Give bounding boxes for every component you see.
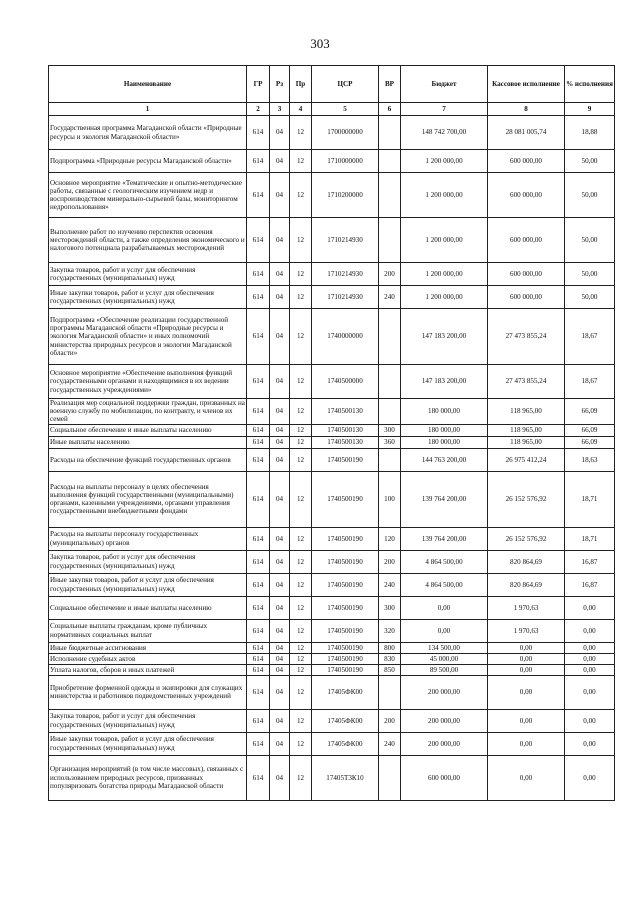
row-rz: 04 [270, 619, 290, 642]
row-gr: 614 [247, 619, 270, 642]
row-csr: 1740500000 [312, 365, 379, 399]
row-gr: 614 [247, 448, 270, 471]
table-row [49, 732, 615, 755]
row-budget: 144 763 200,00 [401, 448, 488, 471]
row-pr: 12 [290, 365, 312, 399]
col-number: 1 [49, 103, 247, 116]
row-budget: 180 000,00 [401, 436, 488, 448]
row-kassa: 600 000,00 [488, 263, 565, 286]
row-gr: 614 [247, 365, 270, 399]
row-gr: 614 [247, 218, 270, 263]
row-vr: 120 [379, 527, 401, 550]
row-name: Подпрограмма «Природные ресурсы Магаданской области» [49, 150, 247, 173]
row-csr: 1740500190 [312, 471, 379, 527]
row-kassa: 600 000,00 [488, 218, 565, 263]
row-pr: 12 [290, 309, 312, 365]
table-row [49, 173, 615, 218]
table-body [49, 116, 615, 801]
row-budget: 45 000,00 [401, 653, 488, 664]
row-gr: 614 [247, 709, 270, 732]
table-row [49, 550, 615, 573]
row-name: Закупка товаров, работ и услуг для обеспечения государственных (муниципальных) нужд [49, 709, 247, 732]
row-name: Уплата налогов, сборов и иных платежей [49, 664, 247, 675]
row-csr: 1710200000 [312, 173, 379, 218]
row-kassa: 600 000,00 [488, 150, 565, 173]
row-name: Иные закупки товаров, работ и услуг для обеспечения государственных (муниципальных) нужд [49, 573, 247, 596]
row-rz: 04 [270, 399, 290, 425]
row-csr: 1710214930 [312, 218, 379, 263]
row-pct: 18,71 [565, 527, 615, 550]
row-kassa: 1 970,63 [488, 619, 565, 642]
row-kassa: 26 975 412,24 [488, 448, 565, 471]
row-budget: 1 200 000,00 [401, 150, 488, 173]
row-budget: 139 764 200,00 [401, 527, 488, 550]
col-number: 6 [379, 103, 401, 116]
row-csr: 1710214930 [312, 286, 379, 309]
col-header-budget: Бюджет [401, 66, 488, 103]
row-kassa: 28 081 005,74 [488, 116, 565, 150]
row-pct: 66,09 [565, 424, 615, 436]
row-pr: 12 [290, 286, 312, 309]
row-name: Подпрограмма «Обеспечение реализации государственной программы Магаданской области «Природные ресурсы и экология Магаданской области» и иных полномочий министерства природных ресурсов и экологии Магаданской области» [49, 309, 247, 365]
row-pr: 12 [290, 653, 312, 664]
row-gr: 614 [247, 399, 270, 425]
row-pct: 18,67 [565, 365, 615, 399]
row-pct: 0,00 [565, 732, 615, 755]
row-name: Иные закупки товаров, работ и услуг для обеспечения государственных (муниципальных) нужд [49, 286, 247, 309]
row-csr: 1740000000 [312, 309, 379, 365]
row-pct: 16,87 [565, 573, 615, 596]
row-csr: 1740500190 [312, 596, 379, 619]
row-csr: 1740500190 [312, 664, 379, 675]
row-name: Закупка товаров, работ и услуг для обеспечения государственных (муниципальных) нужд [49, 550, 247, 573]
row-name: Организация мероприятий (в том числе массовых), связанных с использованием природных ресурсов, призванных популяризовать богатства природы Магаданской области [49, 755, 247, 800]
row-budget: 147 183 200,00 [401, 365, 488, 399]
row-budget: 134 500,00 [401, 642, 488, 653]
row-name: Расходы на обеспечение функций государственных органов [49, 448, 247, 471]
row-budget: 4 864 500,00 [401, 573, 488, 596]
row-kassa: 820 864,69 [488, 573, 565, 596]
row-kassa: 27 473 855,24 [488, 365, 565, 399]
row-budget: 1 200 000,00 [401, 173, 488, 218]
table-row [49, 675, 615, 709]
row-rz: 04 [270, 664, 290, 675]
row-csr: 1740500190 [312, 527, 379, 550]
table-row [49, 755, 615, 800]
row-rz: 04 [270, 596, 290, 619]
col-number: 7 [401, 103, 488, 116]
row-name: Социальное обеспечение и иные выплаты населению [49, 596, 247, 619]
table-row [49, 573, 615, 596]
table-row [49, 619, 615, 642]
table-row [49, 664, 615, 675]
table-row [49, 653, 615, 664]
row-vr: 240 [379, 573, 401, 596]
row-pct: 50,00 [565, 263, 615, 286]
row-pct: 0,00 [565, 596, 615, 619]
row-pct: 18,63 [565, 448, 615, 471]
table-row [49, 365, 615, 399]
row-pr: 12 [290, 664, 312, 675]
row-csr: 17405Т3К10 [312, 755, 379, 800]
row-pr: 12 [290, 675, 312, 709]
row-gr: 614 [247, 642, 270, 653]
row-pr: 12 [290, 436, 312, 448]
row-budget: 0,00 [401, 619, 488, 642]
row-gr: 614 [247, 573, 270, 596]
row-kassa: 1 970,63 [488, 596, 565, 619]
row-csr: 1740500190 [312, 653, 379, 664]
row-budget: 1 200 000,00 [401, 286, 488, 309]
table-row [49, 150, 615, 173]
row-rz: 04 [270, 675, 290, 709]
row-vr: 240 [379, 732, 401, 755]
row-vr [379, 309, 401, 365]
col-header-pr: Пр [290, 66, 312, 103]
row-vr: 360 [379, 436, 401, 448]
row-vr: 100 [379, 471, 401, 527]
row-rz: 04 [270, 263, 290, 286]
row-kassa: 0,00 [488, 675, 565, 709]
row-rz: 04 [270, 642, 290, 653]
row-rz: 04 [270, 309, 290, 365]
row-pct: 18,71 [565, 471, 615, 527]
row-vr [379, 675, 401, 709]
row-rz: 04 [270, 436, 290, 448]
page-number: 303 [310, 36, 330, 51]
row-vr [379, 399, 401, 425]
row-rz: 04 [270, 709, 290, 732]
row-csr: 17405ФК00 [312, 732, 379, 755]
row-kassa: 26 152 576,92 [488, 471, 565, 527]
row-vr: 830 [379, 653, 401, 664]
table-row [49, 399, 615, 425]
row-kassa: 118 965,00 [488, 399, 565, 425]
row-gr: 614 [247, 675, 270, 709]
row-name: Иные закупки товаров, работ и услуг для обеспечения государственных (муниципальных) нужд [49, 732, 247, 755]
row-rz: 04 [270, 755, 290, 800]
row-pct: 50,00 [565, 218, 615, 263]
row-rz: 04 [270, 653, 290, 664]
row-budget: 147 183 200,00 [401, 309, 488, 365]
row-pct: 0,00 [565, 675, 615, 709]
row-gr: 614 [247, 664, 270, 675]
row-gr: 614 [247, 471, 270, 527]
row-csr: 1710214930 [312, 263, 379, 286]
row-kassa: 27 473 855,24 [488, 309, 565, 365]
row-kassa: 118 965,00 [488, 424, 565, 436]
row-csr: 1740500130 [312, 436, 379, 448]
row-pr: 12 [290, 709, 312, 732]
row-rz: 04 [270, 550, 290, 573]
row-budget: 1 200 000,00 [401, 218, 488, 263]
row-kassa: 0,00 [488, 709, 565, 732]
row-kassa: 820 864,69 [488, 550, 565, 573]
row-gr: 614 [247, 263, 270, 286]
row-pct: 0,00 [565, 642, 615, 653]
col-number: 3 [270, 103, 290, 116]
row-pr: 12 [290, 573, 312, 596]
row-gr: 614 [247, 286, 270, 309]
row-name: Социальное обеспечение и иные выплаты населению [49, 424, 247, 436]
table-row [49, 471, 615, 527]
row-budget: 200 000,00 [401, 732, 488, 755]
row-vr [379, 150, 401, 173]
row-pr: 12 [290, 218, 312, 263]
row-kassa: 600 000,00 [488, 173, 565, 218]
row-gr: 614 [247, 173, 270, 218]
row-budget: 89 500,00 [401, 664, 488, 675]
row-pr: 12 [290, 527, 312, 550]
row-pct: 50,00 [565, 173, 615, 218]
row-pct: 66,09 [565, 436, 615, 448]
row-vr: 240 [379, 286, 401, 309]
table-row [49, 309, 615, 365]
row-pr: 12 [290, 755, 312, 800]
row-pct: 50,00 [565, 150, 615, 173]
col-header-vr: ВР [379, 66, 401, 103]
row-vr [379, 116, 401, 150]
table-row [49, 527, 615, 550]
row-vr: 320 [379, 619, 401, 642]
row-name: Основное мероприятие «Тематические и опытно-методические работы, связанные с геологическим изучением недр и воспроизводством минерально-сырьевой базы, мониторингом недропользования» [49, 173, 247, 218]
row-pr: 12 [290, 596, 312, 619]
row-pr: 12 [290, 471, 312, 527]
row-budget: 180 000,00 [401, 399, 488, 425]
row-name: Расходы на выплаты персоналу в целях обеспечения выполнения функций государственными (муниципальными) органами, казенными учреждениями, органами управления государственными внебюджетными фондами [49, 471, 247, 527]
col-header-gr: ГР [247, 66, 270, 103]
row-pr: 12 [290, 448, 312, 471]
row-vr [379, 218, 401, 263]
header-row [49, 66, 615, 103]
column-numbers-row [49, 103, 615, 116]
row-vr: 300 [379, 596, 401, 619]
row-csr: 1700000000 [312, 116, 379, 150]
row-vr: 200 [379, 263, 401, 286]
table-row [49, 218, 615, 263]
row-gr: 614 [247, 424, 270, 436]
col-number: 8 [488, 103, 565, 116]
row-gr: 614 [247, 309, 270, 365]
row-budget: 200 000,00 [401, 675, 488, 709]
row-budget: 600 000,00 [401, 755, 488, 800]
row-name: Иные бюджетные ассигнования [49, 642, 247, 653]
row-pr: 12 [290, 173, 312, 218]
row-pr: 12 [290, 424, 312, 436]
row-gr: 614 [247, 150, 270, 173]
row-rz: 04 [270, 116, 290, 150]
table-row [49, 448, 615, 471]
row-kassa: 600 000,00 [488, 286, 565, 309]
row-rz: 04 [270, 173, 290, 218]
row-vr: 300 [379, 424, 401, 436]
row-budget: 139 764 200,00 [401, 471, 488, 527]
col-number: 9 [565, 103, 615, 116]
row-rz: 04 [270, 218, 290, 263]
row-csr: 1740500190 [312, 619, 379, 642]
col-header-pct: % исполнения [565, 66, 615, 103]
row-name: Выполнение работ по изучению перспектив освоения месторождений области, а также определения экономического и налогового потенциала разрабатываемых месторождений [49, 218, 247, 263]
row-vr [379, 448, 401, 471]
row-csr: 1740500190 [312, 448, 379, 471]
row-pr: 12 [290, 619, 312, 642]
col-header-csr: ЦСР [312, 66, 379, 103]
row-rz: 04 [270, 732, 290, 755]
row-pr: 12 [290, 263, 312, 286]
row-rz: 04 [270, 527, 290, 550]
row-gr: 614 [247, 527, 270, 550]
row-gr: 614 [247, 755, 270, 800]
row-pr: 12 [290, 150, 312, 173]
row-pct: 0,00 [565, 653, 615, 664]
row-rz: 04 [270, 448, 290, 471]
row-name: Расходы на выплаты персоналу государственных (муниципальных) органов [49, 527, 247, 550]
col-header-rz: Рз [270, 66, 290, 103]
row-rz: 04 [270, 471, 290, 527]
row-budget: 180 000,00 [401, 424, 488, 436]
table-row [49, 116, 615, 150]
row-vr [379, 365, 401, 399]
row-kassa: 0,00 [488, 755, 565, 800]
row-csr: 17405ФК00 [312, 675, 379, 709]
row-pct: 0,00 [565, 755, 615, 800]
row-pct: 0,00 [565, 619, 615, 642]
row-rz: 04 [270, 365, 290, 399]
row-pr: 12 [290, 116, 312, 150]
table-row [49, 596, 615, 619]
row-gr: 614 [247, 596, 270, 619]
table-row [49, 642, 615, 653]
row-gr: 614 [247, 732, 270, 755]
row-pr: 12 [290, 550, 312, 573]
row-budget: 0,00 [401, 596, 488, 619]
row-rz: 04 [270, 150, 290, 173]
row-pct: 50,00 [565, 286, 615, 309]
row-name: Государственная программа Магаданской области «Природные ресурсы и экология Магаданской области» [49, 116, 247, 150]
row-csr: 1710000000 [312, 150, 379, 173]
row-vr: 850 [379, 664, 401, 675]
row-name: Приобретение форменной одежды и экипировки для служащих министерства и работников подведомственных учреждений [49, 675, 247, 709]
row-pr: 12 [290, 732, 312, 755]
row-vr: 800 [379, 642, 401, 653]
row-vr [379, 755, 401, 800]
table-row [49, 424, 615, 436]
row-pr: 12 [290, 642, 312, 653]
row-name: Иные выплаты населению [49, 436, 247, 448]
row-pct: 0,00 [565, 709, 615, 732]
row-gr: 614 [247, 550, 270, 573]
row-pct: 66,09 [565, 399, 615, 425]
budget-table [48, 65, 615, 801]
row-name: Исполнение судебных актов [49, 653, 247, 664]
row-name: Закупка товаров, работ и услуг для обеспечения государственных (муниципальных) нужд [49, 263, 247, 286]
row-vr [379, 173, 401, 218]
table-row [49, 263, 615, 286]
col-header-kassa: Кассовое исполнение [488, 66, 565, 103]
col-number: 5 [312, 103, 379, 116]
row-name: Основное мероприятие «Обеспечение выполнения функций государственными органами и находящимися в их ведении государственных учреждениями» [49, 365, 247, 399]
row-budget: 200 000,00 [401, 709, 488, 732]
col-header-name: Наименование [49, 66, 247, 103]
col-number: 2 [247, 103, 270, 116]
row-rz: 04 [270, 286, 290, 309]
table-row [49, 436, 615, 448]
row-csr: 1740500190 [312, 573, 379, 596]
row-csr: 1740500190 [312, 550, 379, 573]
row-vr: 200 [379, 709, 401, 732]
row-kassa: 0,00 [488, 642, 565, 653]
row-rz: 04 [270, 424, 290, 436]
row-gr: 614 [247, 116, 270, 150]
row-pct: 16,87 [565, 550, 615, 573]
table-row [49, 709, 615, 732]
row-name: Социальные выплаты гражданам, кроме публичных нормативных социальных выплат [49, 619, 247, 642]
row-budget: 4 864 500,00 [401, 550, 488, 573]
row-csr: 1740500190 [312, 642, 379, 653]
row-kassa: 118 965,00 [488, 436, 565, 448]
col-number: 4 [290, 103, 312, 116]
row-kassa: 0,00 [488, 732, 565, 755]
row-pct: 18,67 [565, 309, 615, 365]
row-csr: 1740500130 [312, 424, 379, 436]
row-csr: 17405ФК00 [312, 709, 379, 732]
row-gr: 614 [247, 436, 270, 448]
row-gr: 614 [247, 653, 270, 664]
row-budget: 1 200 000,00 [401, 263, 488, 286]
row-budget: 148 742 700,00 [401, 116, 488, 150]
row-csr: 1740500130 [312, 399, 379, 425]
row-kassa: 0,00 [488, 664, 565, 675]
row-kassa: 0,00 [488, 653, 565, 664]
row-kassa: 26 152 576,92 [488, 527, 565, 550]
table-row [49, 286, 615, 309]
row-rz: 04 [270, 573, 290, 596]
row-name: Реализация мер социальной поддержки граждан, призванных на военную службу по мобилизации, по контракту, и членов их семей [50, 399, 245, 424]
row-pct: 0,00 [565, 664, 615, 675]
row-pr: 12 [290, 399, 312, 425]
row-pct: 18,88 [565, 116, 615, 150]
row-vr: 200 [379, 550, 401, 573]
